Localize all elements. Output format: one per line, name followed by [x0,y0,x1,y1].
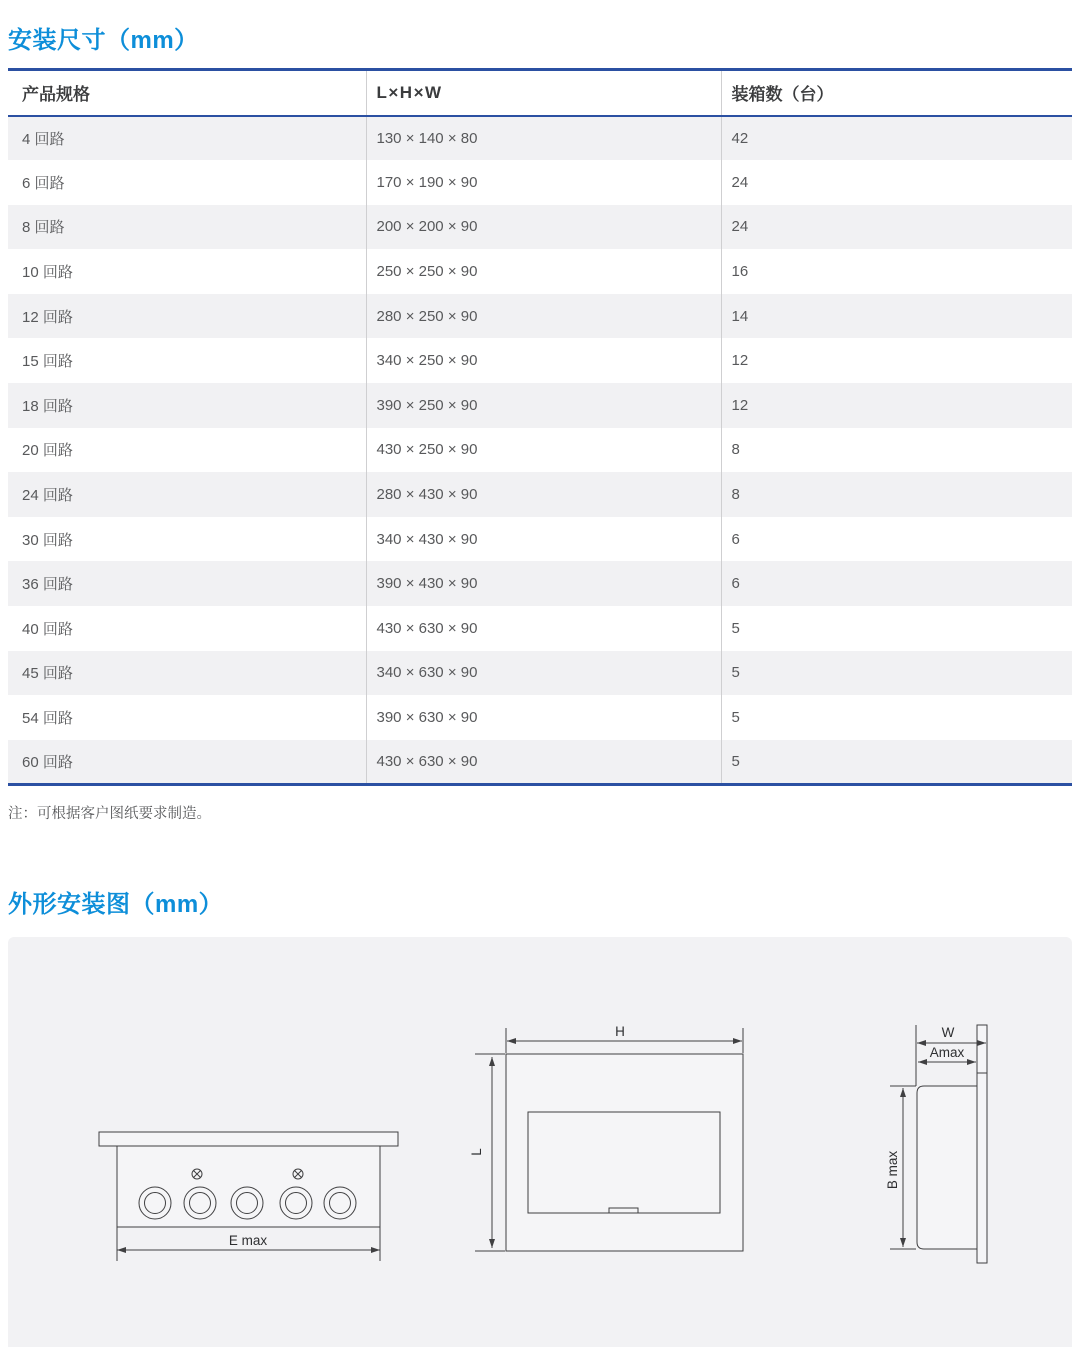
spec-cell: 18 回路 [22,397,73,415]
spec-cell: 4 回路 [22,130,65,148]
lhw-cell: 340 × 630 × 90 [366,651,721,696]
table-row [8,561,1072,606]
qty-cell: 5 [721,695,1072,740]
spec-cell: 30 回路 [22,531,73,549]
table-row [8,294,1072,339]
table-row [8,116,1072,161]
table-row [8,428,1072,473]
lhw-cell: 170 × 190 × 90 [366,160,721,205]
spec-cell: 60 回路 [22,753,73,771]
table-note: 注：可根据客户图纸要求制造。 [8,806,211,822]
lhw-cell: 130 × 140 × 80 [366,116,721,161]
a-max-label: Amax [929,1045,965,1060]
lhw-cell: 280 × 250 × 90 [366,294,721,339]
dimension-h [506,1024,743,1053]
qty-cell: 14 [721,294,1072,339]
table-body [8,116,1072,785]
lhw-cell: 340 × 430 × 90 [366,517,721,562]
table-header-row [8,70,1072,116]
section-title-install-dimensions: 安装尺寸（mm） [8,27,199,54]
lhw-cell: 390 × 250 × 90 [366,383,721,428]
qty-cell: 12 [721,338,1072,383]
table-row [8,338,1072,383]
table-row [8,383,1072,428]
qty-cell: 5 [721,606,1072,651]
spec-cell: 10 回路 [22,264,73,282]
qty-cell: 5 [721,740,1072,785]
qty-cell: 24 [721,205,1072,250]
qty-cell: 16 [721,249,1072,294]
e-max-label: E max [228,1233,268,1248]
spec-cell: 24 回路 [22,487,73,505]
enclosure-body-shape [117,1146,380,1227]
spec-cell: 45 回路 [22,665,73,683]
spec-cell: 20 回路 [22,442,73,460]
lhw-cell: 340 × 250 × 90 [366,338,721,383]
diagram-panel [8,937,1072,1347]
spec-cell: 6 回路 [22,174,65,192]
spec-cell: 15 回路 [22,353,73,371]
table-row [8,517,1072,562]
dimension-b-max [885,1086,916,1249]
dimension-e-max [117,1227,380,1261]
lhw-cell: 250 × 250 × 90 [366,249,721,294]
qty-cell: 6 [721,561,1072,606]
lhw-cell: 280 × 430 × 90 [366,472,721,517]
dimension-a-max [918,1045,976,1065]
table-row [8,205,1072,250]
spec-cell: 36 回路 [22,576,73,594]
table-row [8,160,1072,205]
spec-cell: 54 回路 [22,710,73,728]
front-view-drawing [469,1024,743,1251]
qty-cell: 12 [721,383,1072,428]
lhw-cell: 430 × 630 × 90 [366,606,721,651]
col-header-qty: 装箱数（台） [721,70,1072,116]
dimension-l [469,1054,505,1251]
spec-cell: 12 回路 [22,308,73,326]
qty-cell: 5 [721,651,1072,696]
lhw-cell: 430 × 250 × 90 [366,428,721,473]
spec-cell: 40 回路 [22,620,73,638]
outline-drawing [8,937,1072,1347]
table-row [8,472,1072,517]
spec-cell: 8 回路 [22,219,65,237]
lhw-cell: 390 × 430 × 90 [366,561,721,606]
table-row [8,606,1072,651]
col-header-lhw: L×H×W [366,70,721,116]
bottom-view-drawing [99,1132,398,1261]
flange-shape [99,1132,398,1146]
table-row [8,651,1072,696]
qty-cell: 8 [721,472,1072,517]
table-row [8,249,1072,294]
qty-cell: 24 [721,160,1072,205]
section-title-outline-diagram: 外形安装图（mm） [8,891,224,918]
lhw-cell: 200 × 200 × 90 [366,205,721,250]
table-row [8,695,1072,740]
mounting-plate-shape [977,1025,987,1263]
qty-cell: 42 [721,116,1072,161]
lhw-cell: 430 × 630 × 90 [366,740,721,785]
qty-cell: 6 [721,517,1072,562]
w-label: W [941,1025,955,1040]
table-row [8,740,1072,785]
front-outline-shape [506,1054,743,1251]
side-view-drawing [885,1025,987,1263]
l-label: L [469,1148,484,1156]
b-max-label: B max [885,1150,900,1190]
dimensions-table [8,68,1072,786]
col-header-spec: 产品规格 [8,70,366,116]
lhw-cell: 390 × 630 × 90 [366,695,721,740]
h-label: H [615,1024,625,1039]
side-body-shape [917,1086,977,1249]
qty-cell: 8 [721,428,1072,473]
